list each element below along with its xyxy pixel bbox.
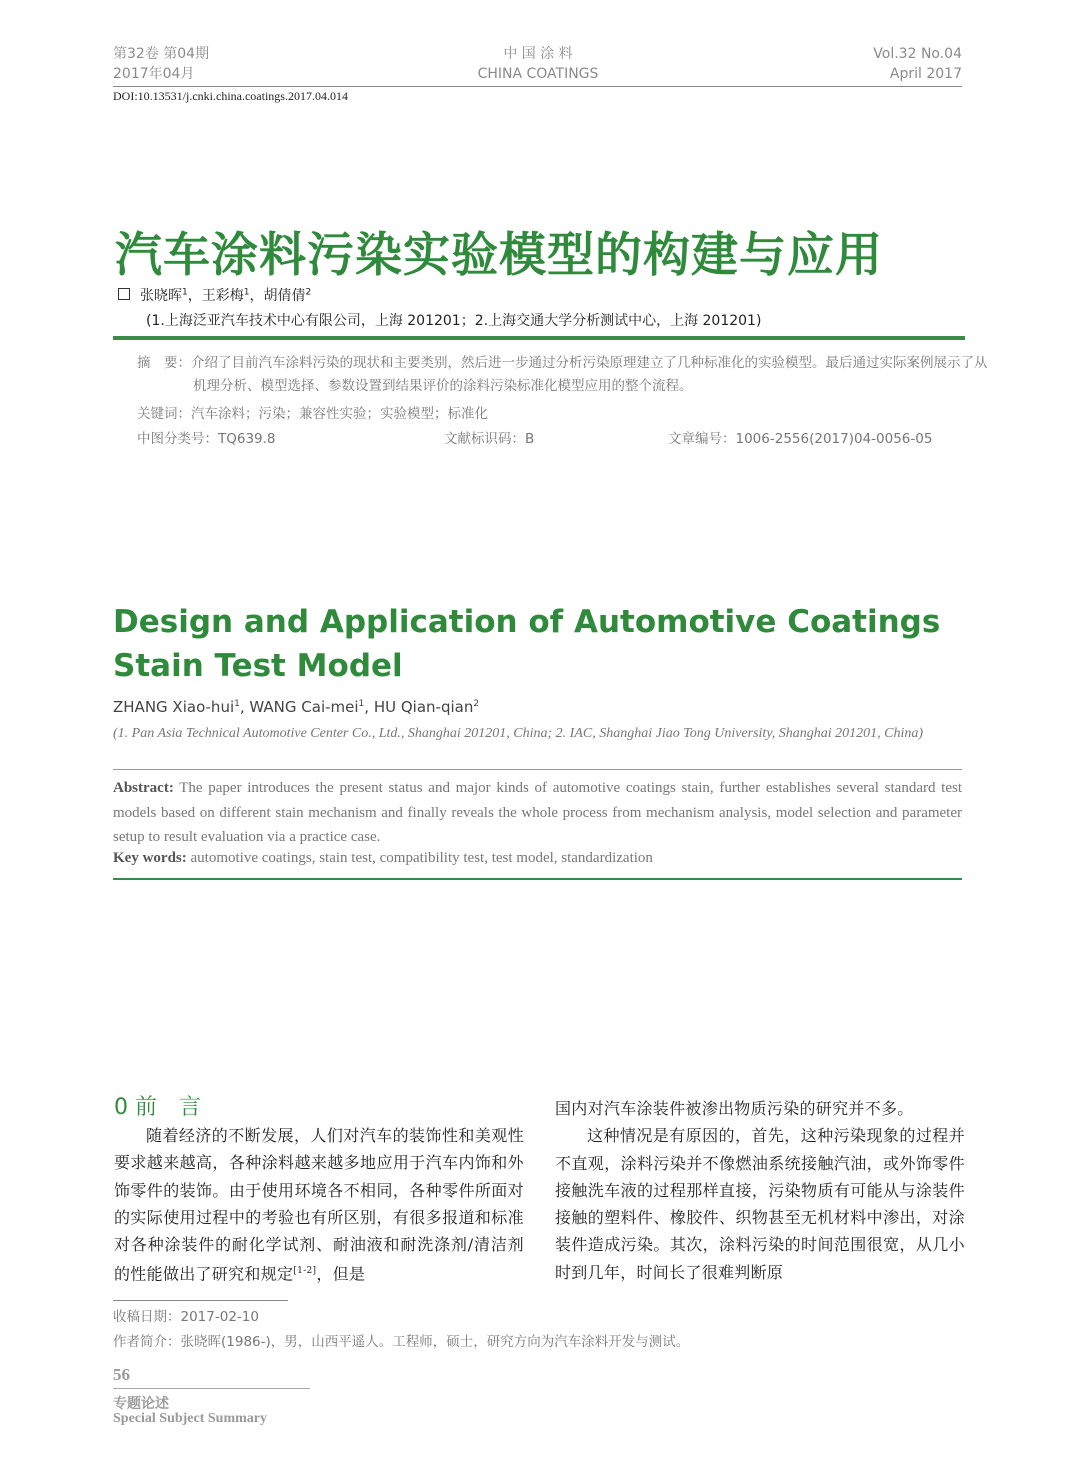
author: 张晓晖 (140, 288, 182, 304)
abstract-label: 摘 要： (137, 355, 191, 371)
issue: 第32卷 第04期 (113, 46, 210, 62)
checkbox-icon (118, 288, 130, 300)
cn-affiliation: (1.上海泛亚汽车技术中心有限公司，上海 201201；2.上海交通大学分析测试中心，上海 201201) (146, 313, 762, 329)
header-right (873, 44, 962, 84)
keywords-label: 关键词： (137, 406, 191, 422)
right-column (555, 1095, 965, 1286)
author-sup: 2 (305, 287, 312, 298)
author: 胡倩倩 (263, 288, 306, 304)
journal-en: CHINA COATINGS (477, 66, 599, 82)
abstract-text: 介绍了目前汽车涂料污染的现状和主要类别，然后进一步通过分析污染原理建立了几种标准化的实验模型。最后通过实际案例展示了从机理分析、模型选择、参数设置到结果评价的涂料污染标准化模型应用的整个流程。 (191, 355, 988, 394)
green-rule (113, 878, 962, 880)
section-title: 0 前 言 (114, 1095, 201, 1120)
cn-abstract (137, 352, 993, 398)
author: WANG Cai-mei (249, 698, 359, 716)
clc-number: 中图分类号：TQ639.8 (137, 431, 276, 447)
abstract-label: Abstract: (113, 780, 174, 796)
volume: Vol.32 No.04 (873, 46, 962, 62)
en-affiliation: (1. Pan Asia Technical Automotive Center Co., Ltd., Shanghai 201201, China; 2. IAC, Shanghai Jiao Tong University, Shanghai 201201, China) (113, 726, 924, 741)
author: 王彩梅 (201, 288, 244, 304)
header-center (438, 44, 638, 84)
left-column (114, 1122, 524, 1288)
author: HU Qian-qian (373, 698, 474, 716)
author-sup: 1 (358, 699, 365, 709)
paragraph (114, 1122, 524, 1288)
keywords-label: Key words: (113, 850, 187, 866)
author-sup: 1 (182, 287, 188, 298)
rule (113, 769, 962, 770)
header-left (113, 44, 209, 84)
doi: DOI:10.13531/j.cnki.china.coatings.2017.04.014 (113, 89, 348, 103)
author: ZHANG Xiao-hui (113, 698, 235, 716)
vol-date: April 2017 (889, 66, 962, 82)
keywords-text: automotive coatings, stain test, compatibility test, test model, standardization (190, 850, 653, 866)
author-bio: 作者简介：张晓晖(1986-)，男，山西平遥人。工程师，硕士，研究方向为汽车涂料开发与测试。 (113, 1334, 690, 1350)
paragraph-text: ，但是 (316, 1264, 366, 1284)
section-en: Special Subject Summary (113, 1411, 267, 1426)
doc-code: 文献标识码：B (444, 431, 535, 447)
en-title: Design and Application of Automotive Coatings Stain Test Model (113, 604, 941, 684)
footnote-rule (113, 1300, 288, 1301)
issue-date: 2017年04月 (113, 66, 195, 82)
received-date: 收稿日期：2017-02-10 (113, 1309, 259, 1325)
cn-title: 汽车涂料污染实验模型的构建与应用 (115, 228, 883, 283)
page-number: 56 (113, 1365, 130, 1384)
header-rule (113, 86, 962, 87)
en-keywords (113, 850, 653, 867)
cn-keywords (137, 402, 488, 422)
author-sup: 1 (243, 287, 250, 298)
paragraph: 这种情况是有原因的，首先，这种污染现象的过程并不直观，涂料污染并不像燃油系统接触汽油，或外饰零件接触洗车液的过程那样直接，污染物质有可能从与涂装件接触的塑料件、橡胶件、织物甚至无机材料中渗出，对涂装件造成污染。其次，涂料污染的时间范围很宽，从几小时到几年，时间长了很难判断原 (555, 1126, 965, 1282)
article-number: 文章编号：1006-2556(2017)04-0056-05 (668, 431, 933, 447)
footer-rule (113, 1388, 310, 1389)
section-cn: 专题论述 (113, 1397, 169, 1412)
keywords-text: 汽车涂料；污染；兼容性实验；实验模型；标准化 (191, 406, 488, 422)
en-authors: ZHANG Xiao-hui$^1$, WANG Cai-mei$^1$, HU Qian-qian$^2$ (113, 698, 480, 716)
author-sup: 1 (234, 699, 240, 709)
green-rule (113, 336, 965, 340)
author-sup: 2 (473, 699, 480, 709)
en-abstract (113, 776, 962, 850)
paragraph-text: 随着经济的不断发展，人们对汽车的装饰性和美观性要求越来越高，各种涂料越来越多地应用于汽车内饰和外饰零件的装饰。由于使用环境各不相同，各种零件所面对的实际使用过程中的考验也有所区别，有很多报道和标准对各种涂装件的耐化学试剂、耐油液和耐洗涤剂/清洁剂的性能做出了研究和规定 (114, 1126, 524, 1284)
citation: [1-2] (293, 1266, 317, 1277)
abstract-text: The paper introduces the present status and major kinds of automotive coatings stain, further establishes several standard test models based on different stain mechanism and finally reveals the whole process from mechanism analysis, model selection and parameter setup to result evaluation via a practice case. (113, 780, 962, 845)
paragraph: 国内对汽车涂装件被渗出物质污染的研究并不多。 (555, 1099, 914, 1118)
cn-authors: 张晓晖$^1$，王彩梅$^1$，胡倩倩$^2$ (118, 285, 311, 305)
journal-cn: 中 国 涂 料 (503, 46, 573, 62)
